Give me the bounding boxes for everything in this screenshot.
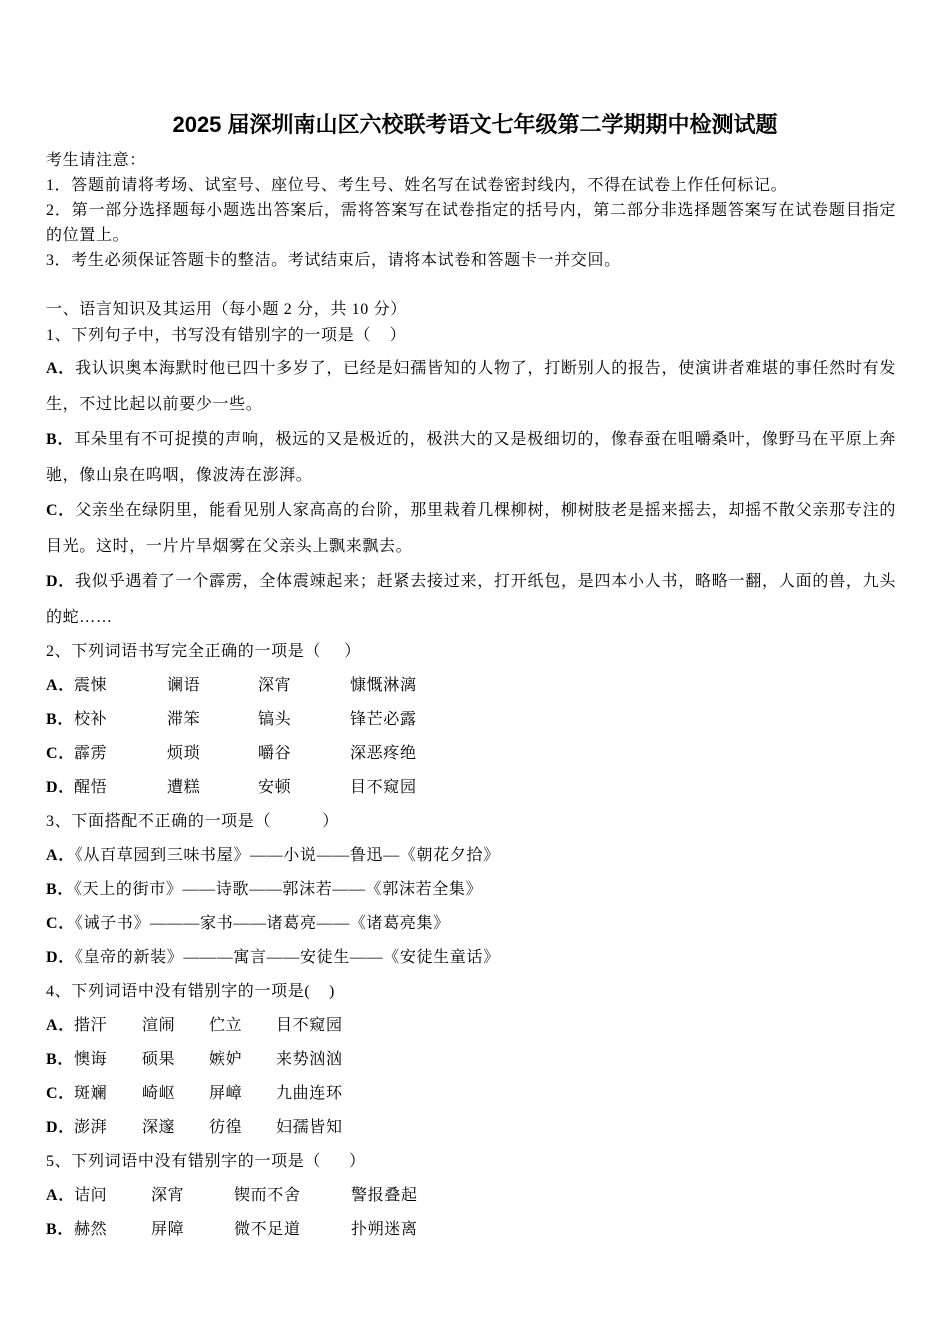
option-label: D． (46, 573, 76, 590)
option-label: D． (46, 1119, 75, 1136)
option-label: B． (46, 881, 74, 898)
option-word: 谰语 (167, 677, 201, 694)
option-label: A． (46, 1187, 75, 1204)
option-word: 醒悟 (74, 779, 108, 796)
question-3-stem: 3、下面搭配不正确的一项是（ ） (46, 813, 339, 830)
option-word: 慷慨淋漓 (350, 677, 417, 694)
question-1-option-d (46, 564, 896, 635)
question-5 (46, 1145, 896, 1247)
exam-title: 2025 届深圳南山区六校联考语文七年级第二学期期中检测试题 (172, 112, 778, 137)
option-label: A． (46, 1017, 75, 1034)
question-3-option-b (46, 873, 896, 907)
option-word: 扑朔迷离 (351, 1221, 418, 1238)
option-word: 霹雳 (74, 745, 108, 762)
notice-item-1: 1．答题前请将考场、试室号、座位号、考生号、姓名写在试卷密封线内，不得在试卷上作任何标记。 (46, 177, 788, 194)
option-word: 崎岖 (142, 1085, 176, 1102)
notice-item-3: 3．考生必须保证答题卡的整洁。考试结束后，请将本试卷和答题卡一并交回。 (46, 252, 621, 269)
option-word: 遭糕 (167, 779, 201, 796)
option-word: 深邃 (142, 1119, 176, 1136)
option-label: B． (46, 1051, 74, 1068)
option-word: 警报叠起 (351, 1187, 418, 1204)
notice-block (46, 148, 896, 273)
option-word: 来势汹汹 (276, 1051, 343, 1068)
option-word: 嚼谷 (258, 745, 292, 762)
option-word: 烦琐 (167, 745, 201, 762)
option-label: C． (46, 915, 75, 932)
question-1-option-a (46, 351, 896, 422)
option-label: A． (46, 847, 75, 864)
option-word: 诘问 (74, 1187, 108, 1204)
option-word: 滞笨 (167, 711, 201, 728)
option-word: 安顿 (258, 779, 292, 796)
option-word: 斑斓 (74, 1085, 108, 1102)
option-word: 嫉妒 (209, 1051, 243, 1068)
option-label: C． (46, 502, 76, 519)
question-4-option-d (46, 1111, 896, 1145)
option-word: 澎湃 (74, 1119, 108, 1136)
option-text: 《从百草园到三味书屋》——小说——鲁迅—《朝花夕拾》 (74, 847, 500, 864)
option-word: 震悚 (74, 677, 108, 694)
option-label: D． (46, 949, 75, 966)
question-2-stem: 2、下列词语书写完全正确的一项是（ ） (46, 643, 361, 660)
question-4-option-c (46, 1077, 896, 1111)
question-1-stem: 1、下列句子中，书写没有错别字的一项是（ ） (46, 327, 407, 344)
option-word: 微不足道 (234, 1221, 301, 1238)
question-2-option-d (46, 771, 896, 805)
option-word: 伫立 (209, 1017, 243, 1034)
option-text: 我认识奥本海默时他已四十多岁了，已经是妇孺皆知的人物了，打断别人的报告，使演讲者难堪的事任然时有发生，不过比起以前要少一些。 (46, 360, 896, 413)
option-label: C． (46, 745, 75, 762)
question-1 (46, 323, 896, 635)
option-word: 锋芒必露 (350, 711, 417, 728)
option-text: 耳朵里有不可捉摸的声响，极远的又是极近的，极洪大的又是极细切的，像春蚕在咀嚼桑叶，像野马在平原上奔驰，像山泉在呜咽，像波涛在澎湃。 (46, 431, 896, 484)
option-label: A． (46, 677, 75, 694)
section-heading: 一、语言知识及其运用（每小题 2 分，共 10 分） (46, 301, 407, 318)
question-4-stem: 4、下列词语中没有错别字的一项是( ) (46, 983, 335, 1000)
option-label: C． (46, 1085, 75, 1102)
option-word: 目不窥园 (350, 779, 417, 796)
option-word: 妇孺皆知 (276, 1119, 343, 1136)
question-2-option-b (46, 703, 896, 737)
option-text: 父亲坐在绿阴里，能看见别人家高高的台阶，那里栽着几棵柳树，柳树肢老是摇来摇去，却摇不散父亲那专注的目光。这时，一片片旱烟雾在父亲头上飘来飘去。 (46, 502, 896, 555)
option-word: 校补 (74, 711, 108, 728)
option-label: B． (46, 1221, 74, 1238)
question-5-option-b (46, 1213, 896, 1247)
option-word: 深宵 (258, 677, 292, 694)
option-word: 目不窥园 (276, 1017, 343, 1034)
question-2-option-a (46, 669, 896, 703)
option-word: 锲而不舍 (234, 1187, 301, 1204)
option-label: B． (46, 711, 74, 728)
option-text: 《天上的街市》——诗歌——郭沫若——《郭沫若全集》 (73, 881, 483, 898)
option-word: 屏障 (151, 1221, 185, 1238)
question-5-option-a (46, 1179, 896, 1213)
option-word: 渲闹 (142, 1017, 176, 1034)
question-3-option-c (46, 907, 896, 941)
question-4-option-b (46, 1043, 896, 1077)
option-label: B． (46, 431, 75, 448)
option-label: D． (46, 779, 75, 796)
question-4-option-a (46, 1009, 896, 1043)
question-4 (46, 975, 896, 1145)
option-word: 硕果 (142, 1051, 176, 1068)
question-2-option-c (46, 737, 896, 771)
option-word: 九曲连环 (276, 1085, 343, 1102)
question-3 (46, 805, 896, 975)
exam-body (46, 297, 896, 1247)
option-word: 揩汗 (74, 1017, 108, 1034)
notice-heading: 考生请注意： (46, 152, 146, 169)
option-word: 赫然 (74, 1221, 108, 1238)
option-word: 深恶疼绝 (350, 745, 417, 762)
option-word: 镐头 (258, 711, 292, 728)
option-word: 彷徨 (209, 1119, 243, 1136)
option-text: 我似乎遇着了一个霹雳，全体震竦起来；赶紧去接过来，打开纸包，是四本小人书，略略一翻，人面的兽，九头的蛇…… (46, 573, 896, 626)
option-word: 懊诲 (74, 1051, 108, 1068)
question-1-option-b (46, 422, 896, 493)
option-text: 《诫子书》———家书——诸葛亮——《诸葛亮集》 (74, 915, 450, 932)
question-3-option-d (46, 941, 896, 975)
option-label: A． (46, 360, 76, 377)
notice-item-2: 2．第一部分选择题每小题选出答案后，需将答案写在试卷指定的括号内，第二部分非选择题答案写在试卷题目指定的位置上。 (46, 202, 896, 244)
question-3-option-a (46, 839, 896, 873)
option-text: 《皇帝的新装》———寓言——安徒生——《安徒生童话》 (74, 949, 500, 966)
option-word: 屏嶂 (209, 1085, 243, 1102)
question-2 (46, 635, 896, 805)
question-1-option-c (46, 493, 896, 564)
question-5-stem: 5、下列词语中没有错别字的一项是（ ） (46, 1153, 366, 1170)
option-word: 深宵 (151, 1187, 185, 1204)
